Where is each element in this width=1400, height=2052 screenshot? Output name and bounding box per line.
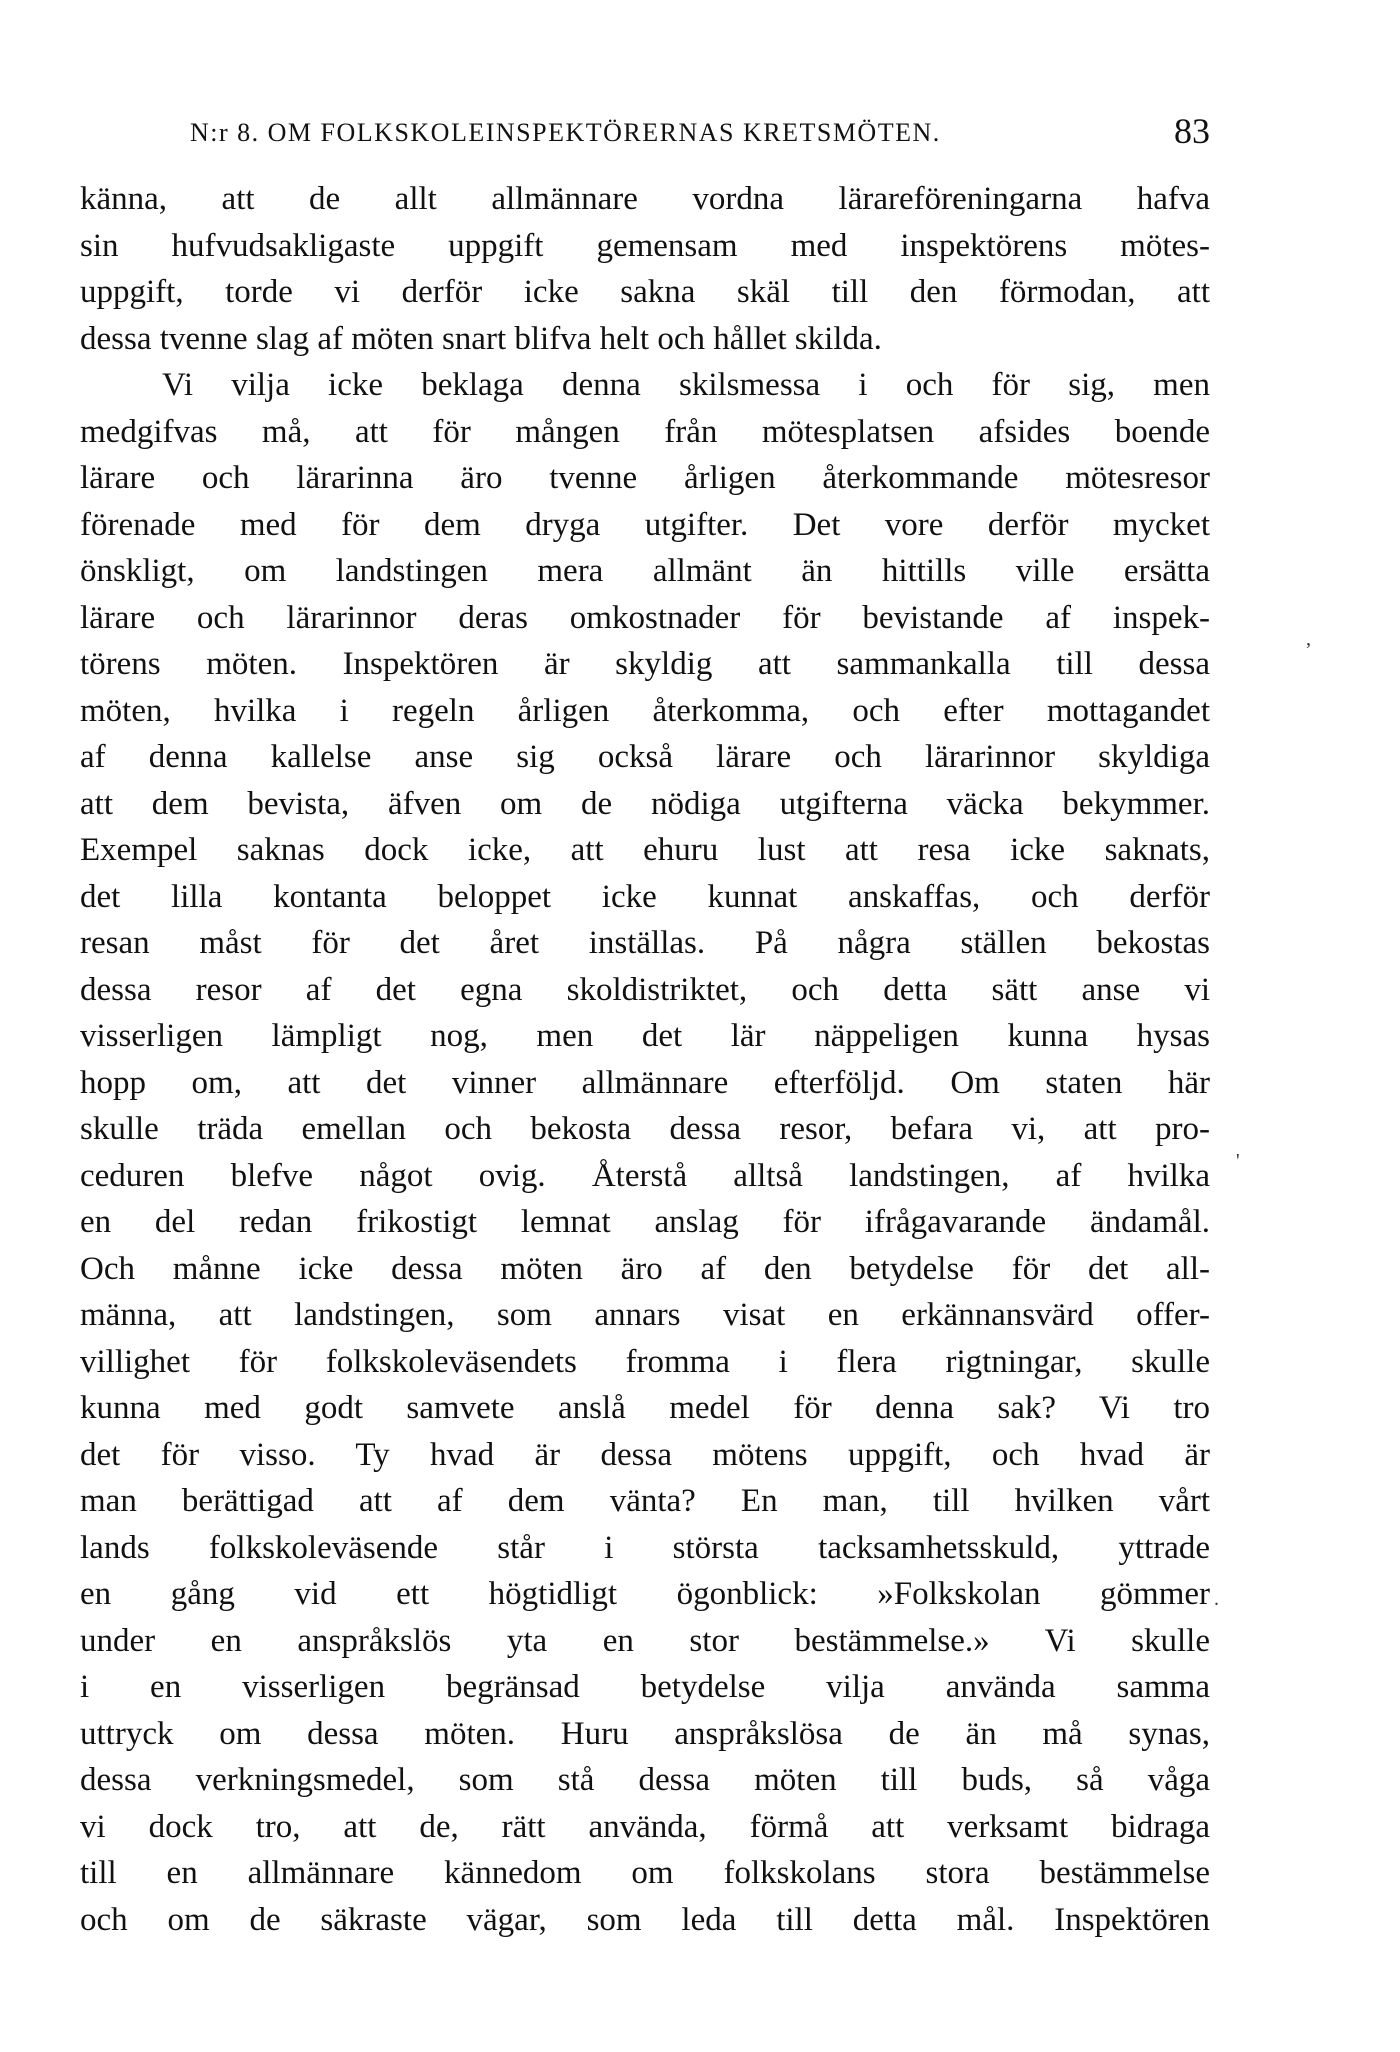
text-line: medgifvas må, att för mången från mötesplatsen afsides boende (80, 413, 1210, 450)
text-line: det lilla kontanta beloppet icke kunnat anskaffas, och derför (80, 878, 1210, 915)
text-line: lärare och lärarinnor deras omkostnader för bevistande af inspek- (80, 599, 1210, 636)
margin-speck: ' (1236, 1150, 1240, 1172)
text-line: lands folkskoleväsende står i största tacksamhetsskuld, yttrade (80, 1529, 1210, 1566)
text-line: dessa verkningsmedel, som stå dessa möten till buds, så våga (80, 1762, 1210, 1798)
text-line: uppgift, torde vi derför icke sakna skäl till den förmodan, att (80, 274, 1210, 310)
text-line: känna, att de allt allmännare vordna lärareföreningarna hafva (80, 181, 1210, 217)
text-line: resan måst för det året inställas. På några ställen bekostas (80, 925, 1210, 961)
text-line: Och månne icke dessa möten äro af den betydelse för det all- (80, 1250, 1210, 1287)
text-line: skulle träda emellan och bekosta dessa resor, befara vi, att pro- (80, 1111, 1210, 1147)
text-line: under en anspråkslös yta en stor bestämmelse.» Vi skulle (80, 1622, 1210, 1659)
text-line: sin hufvudsakligaste uppgift gemensam med inspektörens mötes- (80, 227, 1210, 264)
text-line: männa, att landstingen, som annars visat en erkännansvärd offer- (80, 1297, 1210, 1333)
text-line: förenade med för dem dryga utgifter. Det vore derför mycket (80, 506, 1210, 543)
text-line: villighet för folkskoleväsendets fromma i flera rigtningar, skulle (80, 1343, 1210, 1380)
text-line: dessa tvenne slag af möten snart blifva helt och hållet skilda. (80, 320, 882, 357)
text-line: kunna med godt samvete anslå medel för denna sak? Vi tro (80, 1390, 1210, 1426)
text-line: uttryck om dessa möten. Huru anspråkslösa de än må synas, (80, 1715, 1210, 1752)
text-line: törens möten. Inspektören är skyldig att sammankalla till dessa (80, 646, 1210, 682)
running-header (80, 108, 1210, 152)
text-line: till en allmännare kännedom om folkskolans stora bestämmelse (80, 1855, 1210, 1891)
text-line: lärare och lärarinna äro tvenne årligen återkommande mötesresor (80, 460, 1210, 496)
text-line: det för visso. Ty hvad är dessa mötens uppgift, och hvad är (80, 1436, 1210, 1473)
text-line: önskligt, om landstingen mera allmänt än hittills ville ersätta (80, 553, 1210, 589)
page-number: 83 (1174, 111, 1210, 151)
text-line: i en visserligen begränsad betydelse vilja använda samma (80, 1669, 1210, 1705)
paragraph-first-line: Vi vilja icke beklaga denna skilsmessa i och för sig, men (162, 367, 1210, 403)
text-line: en gång vid ett högtidligt ögonblick: »Folkskolan gömmer (80, 1576, 1210, 1612)
text-line: af denna kallelse anse sig också lärare och lärarinnor skyldiga (80, 739, 1210, 775)
text-line: en del redan frikostigt lemnat anslag för ifrågavarande ändamål. (80, 1204, 1210, 1240)
text-line: visserligen lämpligt nog, men det lär näppeligen kunna hysas (80, 1018, 1210, 1054)
text-line: möten, hvilka i regeln årligen återkomma, och efter mottagandet (80, 692, 1210, 729)
text-line: och om de säkraste vägar, som leda till detta mål. Inspektören (80, 1901, 1210, 1938)
text-line: man berättigad att af dem vänta? En man, till hvilken vårt (80, 1483, 1210, 1519)
running-title: N:r 8. OM FOLKSKOLEINSPEKTÖRERNAS KRETSMÖTEN. (190, 118, 941, 147)
text-line: ceduren blefve något ovig. Återstå alltså landstingen, af hvilka (80, 1157, 1210, 1194)
text-line: att dem bevista, äfven om de nödiga utgifterna väcka bekymmer. (80, 785, 1210, 822)
text-line: vi dock tro, att de, rätt använda, förmå att verksamt bidraga (80, 1808, 1210, 1845)
text-line: hopp om, att det vinner allmännare efterföljd. Om staten här (80, 1064, 1210, 1101)
margin-speck: . (1214, 1588, 1219, 1610)
text-line: dessa resor af det egna skoldistriktet, och detta sätt anse vi (80, 971, 1210, 1008)
margin-speck: , (1306, 628, 1311, 650)
body-text (80, 176, 1210, 1943)
text-line: Exempel saknas dock icke, att ehuru lust att resa icke saknats, (80, 832, 1210, 868)
